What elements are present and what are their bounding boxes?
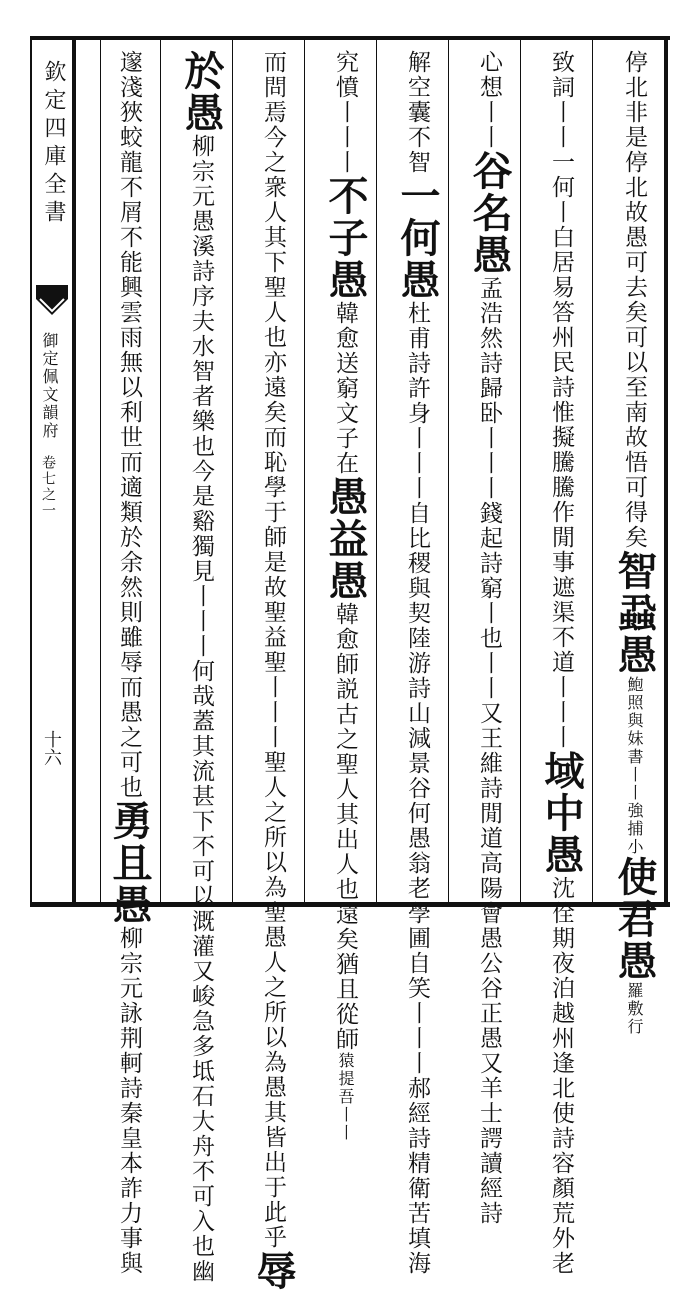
frame-right-line: [664, 36, 668, 907]
column-rule: [304, 40, 305, 902]
body-text: 究憤丨丨丨: [332, 50, 358, 175]
headword-char: 域: [538, 750, 585, 792]
frame-top-line: [30, 36, 670, 40]
headword-char: 愚: [178, 92, 225, 134]
body-text: 杜甫詩許身丨丨丨自比稷與契陸游詩山減景谷何愚翁老學圃自笑丨丨丨郝經詩精衛苦填海: [404, 301, 430, 1276]
frame-left-line: [30, 36, 32, 907]
margin-separator-line: [72, 36, 76, 907]
headword-char: 愚: [106, 884, 153, 926]
headword-char: 於: [178, 50, 225, 92]
headword-char: 不: [322, 175, 369, 217]
edition-title: 御定佩文韻府: [40, 332, 59, 440]
column-6: [250, 50, 297, 1292]
column-rule: [160, 40, 161, 902]
headword-char: 且: [106, 842, 153, 884]
page-number: 十六: [41, 730, 62, 766]
headword-char: 子: [322, 217, 369, 259]
volume-label: 卷七之一: [40, 455, 56, 519]
headword-char: 愚: [611, 940, 658, 982]
headword-char: 君: [611, 898, 658, 940]
headword-char: 愚: [394, 259, 441, 301]
body-text: 心想丨丨: [476, 50, 502, 150]
headword-char: 智: [611, 550, 658, 592]
body-text: 解空囊不智: [404, 50, 430, 175]
body-text: 邃淺狹蛟龍不屑不能興雲雨無以利世而適類於余然則雖辱而愚之可也: [116, 50, 142, 800]
headword-char: 名: [466, 192, 513, 234]
body-text: 柳宗元愚溪詩序夫水智者樂也今是谿獨見丨丨丨何哉: [188, 134, 214, 709]
column-8: [106, 50, 153, 1276]
headword-char: 中: [538, 792, 585, 834]
body-text: 沈佺期夜泊越州逢北使詩容顏荒外老: [548, 876, 574, 1276]
column-rule: [100, 40, 101, 902]
body-text: 蓋其流甚下不可以溉灌又峻急多坻石大舟不可入也幽: [188, 709, 214, 1284]
headword-char: 愚: [466, 234, 513, 276]
headword-char: 愚: [322, 476, 369, 518]
headword-char: 愚: [322, 560, 369, 602]
column-2: [538, 50, 585, 1276]
body-text: 柳宗元詠荆軻詩秦皇本詐力事與: [116, 926, 142, 1276]
headword-char: 勇: [106, 800, 153, 842]
column-rule: [592, 40, 593, 902]
note-text: 猿提吾丨丨: [336, 1052, 355, 1142]
body-text: 致詞丨丨一何丨白居易答州民詩惟擬騰騰作閒事遮渠不道丨丨丨: [548, 50, 574, 750]
column-7: [178, 50, 225, 1284]
body-text: 而問焉今之衆人其下聖人也亦遠矣而恥學于師是故聖益聖丨丨丨聖人之所以為聖愚人之所以為愚其皆出于此乎: [260, 50, 286, 1250]
headword-char: 愚: [611, 634, 658, 676]
headword-char: 益: [322, 518, 369, 560]
headword-char: 使: [611, 856, 658, 898]
column-1: [611, 50, 658, 1036]
column-rule: [520, 40, 521, 902]
column-4: [394, 50, 441, 1276]
column-rule: [448, 40, 449, 902]
headword-char: 一: [394, 175, 441, 217]
column-rule: [232, 40, 233, 902]
column-5: [322, 50, 369, 1142]
headword-char: 何: [394, 217, 441, 259]
headword-char: 蝨: [611, 592, 658, 634]
note-text: 羅敷行: [625, 982, 644, 1036]
column-3: [466, 50, 513, 1226]
note-text: 鮑照與妹書丨丨強捕小: [625, 676, 644, 856]
headword-char: 谷: [466, 150, 513, 192]
headword-char: 愚: [538, 834, 585, 876]
body-text: 孟浩然詩歸卧丨丨丨錢起詩窮丨也丨丨又王維詩閒道高陽會愚公谷正愚又羊士諤讀經詩: [476, 276, 502, 1226]
headword-char: 愚: [322, 259, 369, 301]
column-rule: [376, 40, 377, 902]
book-title: 欽定四庫全書: [41, 60, 66, 228]
body-text: 韓愈師説古之聖人其出人也遠矣猶且從師: [332, 602, 358, 1052]
headword-char: 辱: [250, 1250, 297, 1292]
fish-tail-ornament: [36, 285, 68, 325]
body-text: 韓愈送窮文子在: [332, 301, 358, 476]
body-text: 停北非是停北故愚可去矣可以至南故悟可得矣: [621, 50, 647, 550]
